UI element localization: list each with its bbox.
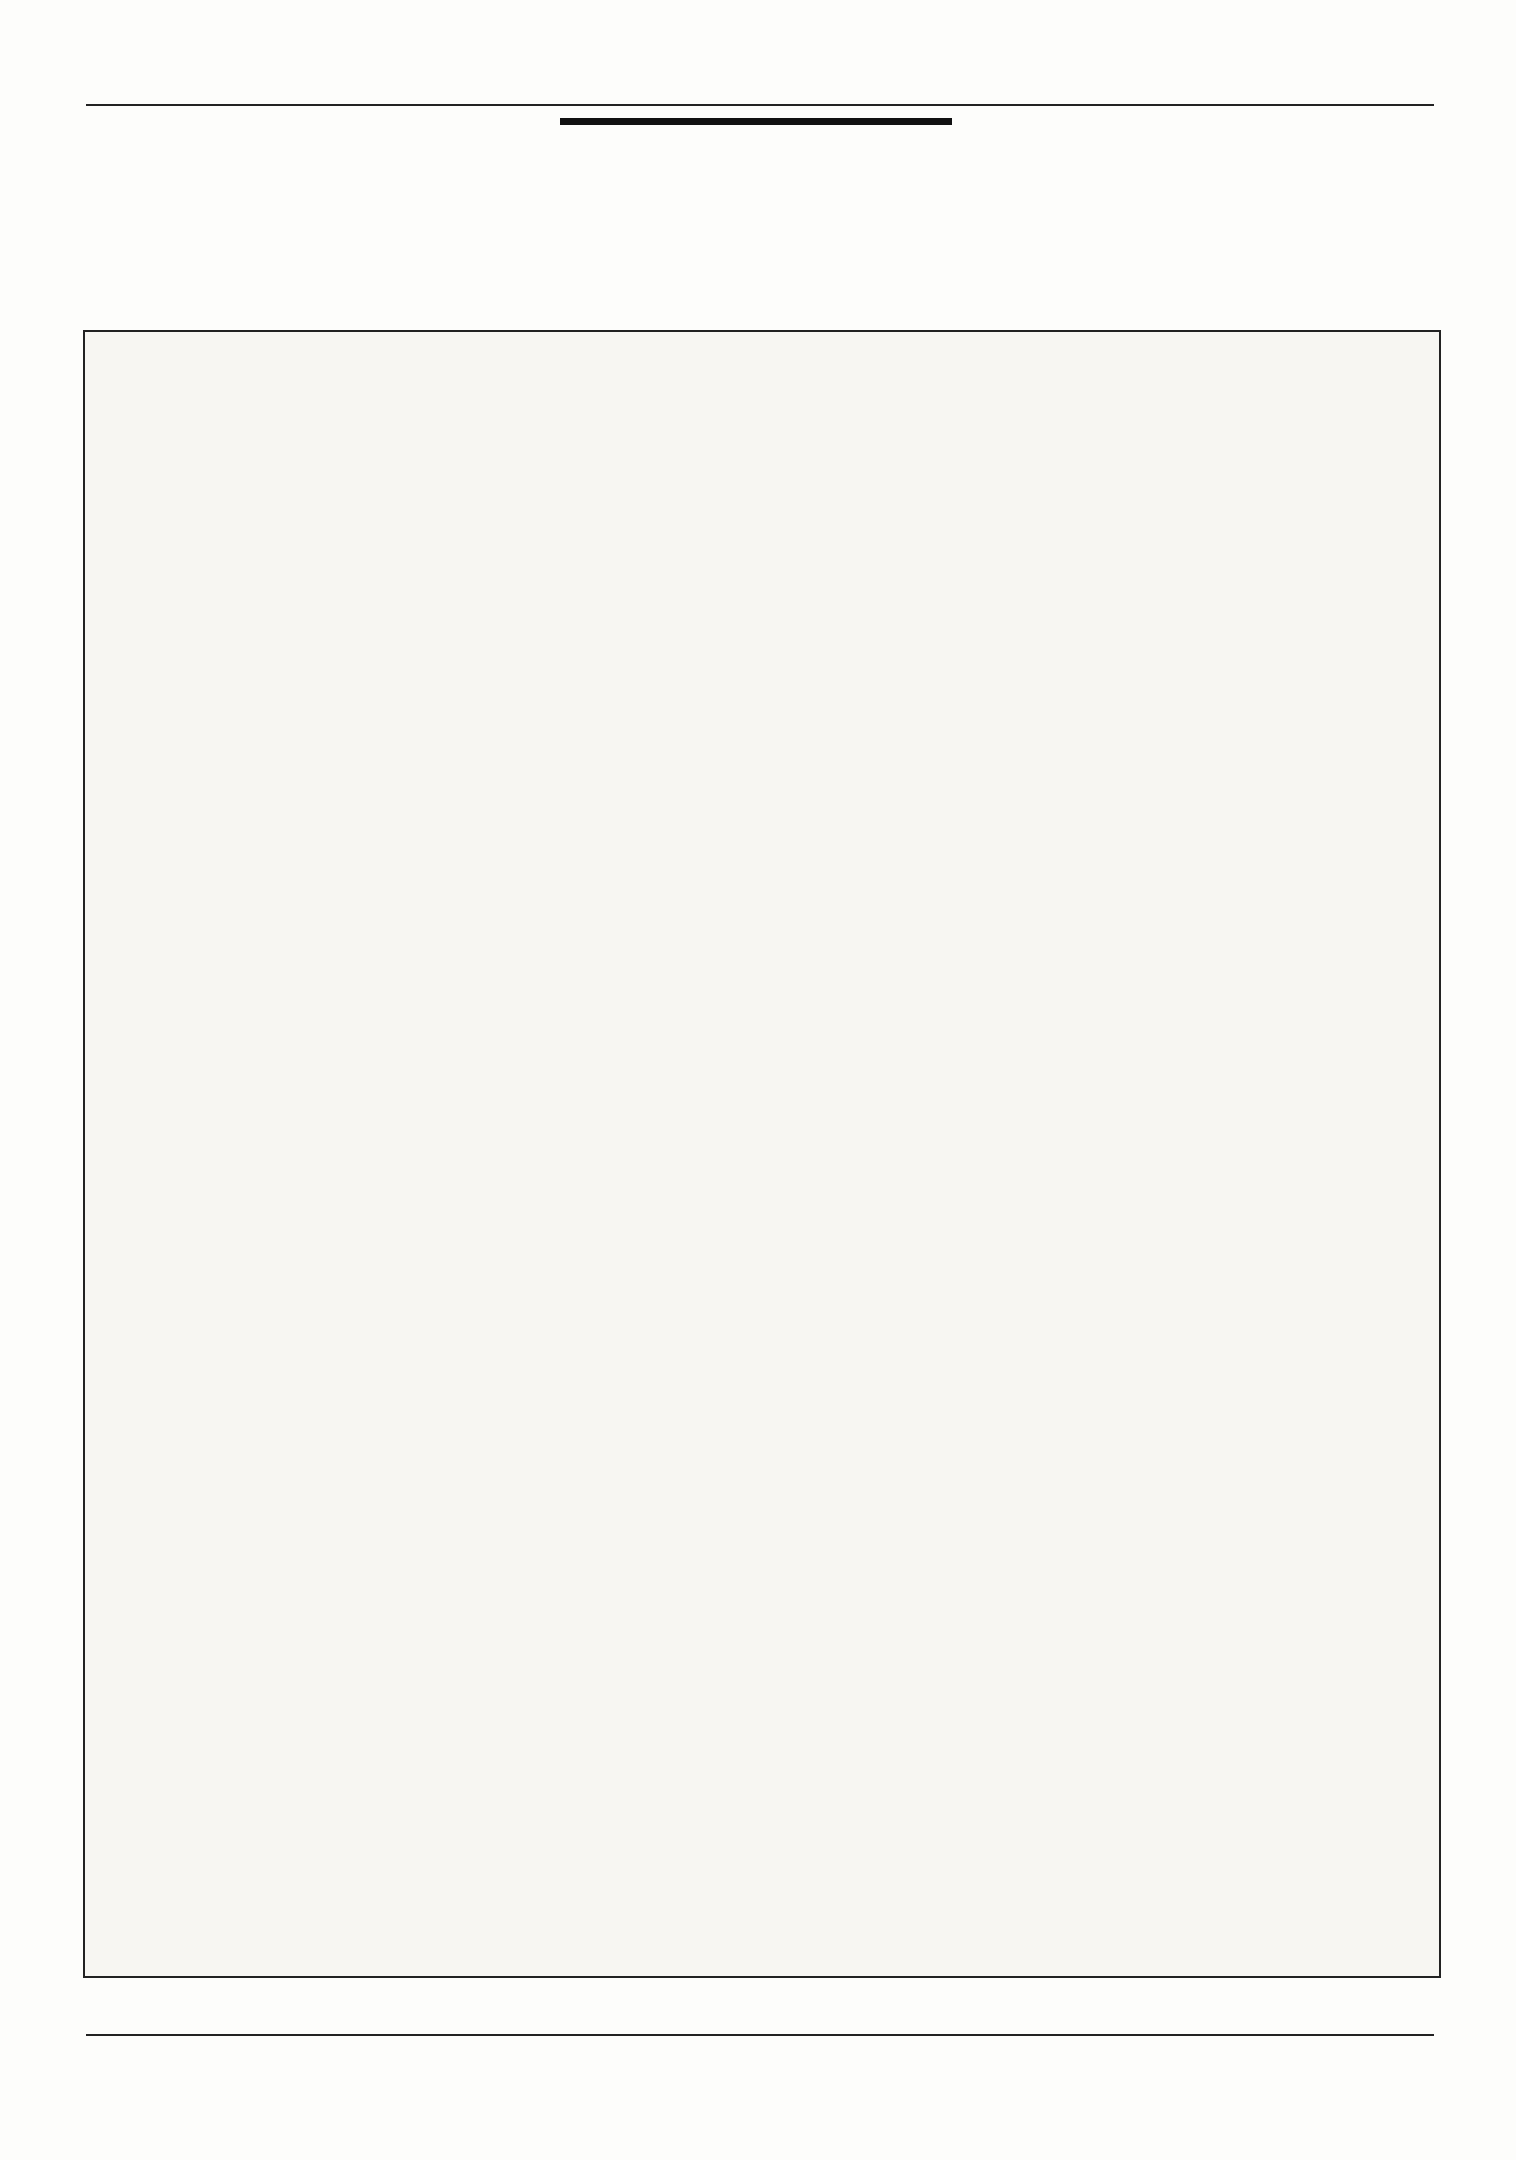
header-rule <box>86 104 1434 106</box>
footer-rule <box>86 2034 1434 2036</box>
pal16r8-logic-diagram <box>85 332 1443 1980</box>
header-thick-rule <box>560 118 952 125</box>
page-footer <box>86 2075 98 2097</box>
logic-diagram-figure <box>83 330 1441 1978</box>
